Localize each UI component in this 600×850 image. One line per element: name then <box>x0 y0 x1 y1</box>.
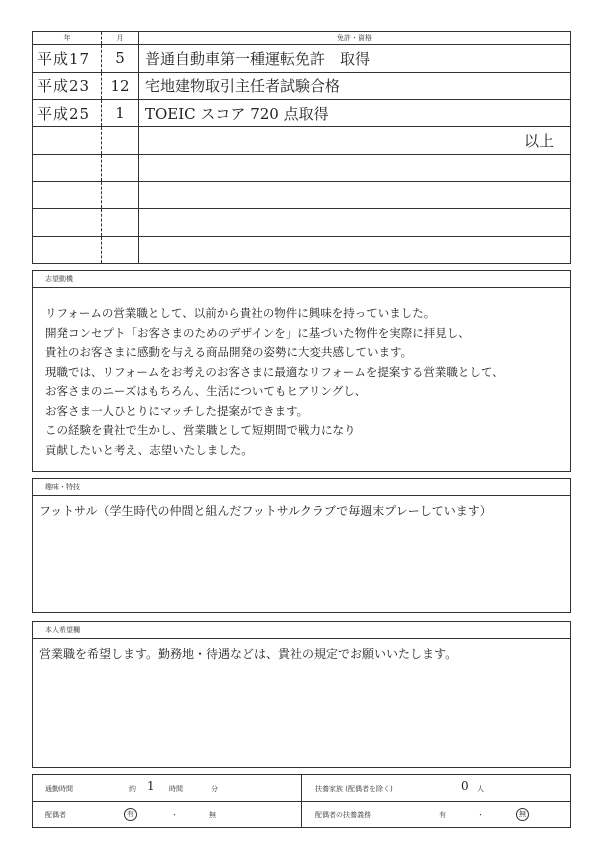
commute-minutes-label: 分 <box>211 785 218 793</box>
support-yes-option[interactable]: 有 <box>439 811 446 819</box>
license-month: 5 <box>102 45 139 72</box>
support-no-option[interactable] <box>516 808 529 821</box>
license-month <box>102 154 139 181</box>
license-row <box>33 72 570 99</box>
license-description <box>139 154 571 181</box>
license-row <box>33 181 570 208</box>
dependents-label: 扶養家族 (配偶者を除く) <box>315 785 393 793</box>
license-year <box>33 181 102 208</box>
license-month: 12 <box>102 72 139 99</box>
motivation-line: 貢献したいと考え、志望いたしました。 <box>45 442 253 457</box>
motivation-text <box>33 288 570 460</box>
license-year <box>33 127 102 154</box>
motivation-line: お客さまのニーズはもちろん、生活についてもヒアリングし、 <box>45 384 367 398</box>
hobby-section <box>32 478 571 613</box>
license-month <box>102 209 139 236</box>
spouse-yes-option[interactable] <box>124 808 137 821</box>
license-row <box>33 45 570 72</box>
support-selected-circle: 無 <box>516 808 529 821</box>
month-header: 月 <box>102 32 139 45</box>
motivation-line: 開発コンセプト「お客さまのためのデザインを」に基づいた物件を実際に拝見し、 <box>45 325 470 340</box>
hobby-label: 趣味・特技 <box>33 479 570 496</box>
commute-hours-value: 1 <box>147 779 155 793</box>
license-description: 宅地建物取引主任者試験合格 <box>139 72 571 99</box>
dependents-value: 0 <box>461 779 469 793</box>
license-description <box>139 209 571 236</box>
license-row <box>33 209 570 236</box>
license-row <box>33 127 570 154</box>
commute-approx: 約 <box>129 785 136 793</box>
license-month: 1 <box>102 99 139 126</box>
license-description <box>139 236 571 263</box>
spouse-separator: ・ <box>171 811 178 819</box>
wishes-label: 本人希望欄 <box>33 622 570 639</box>
support-separator: ・ <box>477 811 484 819</box>
dependents-unit: 人 <box>477 785 484 793</box>
license-year <box>33 154 102 181</box>
license-description: TOEIC スコア 720 点取得 <box>139 99 571 126</box>
hobby-text: フットサル（学生時代の仲間と組んだフットサルクラブで毎週末プレーしています） <box>39 504 492 518</box>
license-year <box>33 209 102 236</box>
license-row <box>33 99 570 126</box>
description-header: 免許・資格 <box>139 32 571 45</box>
license-year: 平成17 <box>33 45 102 72</box>
commute-label: 通勤時間 <box>45 785 73 793</box>
license-table-header <box>33 32 570 45</box>
spouse-selected-circle: 有 <box>124 808 137 821</box>
spouse-label: 配偶者 <box>45 811 66 819</box>
motivation-line: リフォームの営業職として、以前から貴社の物件に興味を持っていました。 <box>45 306 436 320</box>
license-row <box>33 154 570 181</box>
info-table <box>32 774 571 828</box>
license-row <box>33 236 570 263</box>
spouse-support-label: 配偶者の扶養義務 <box>315 811 371 819</box>
wishes-section <box>32 621 571 768</box>
spouse-no-option[interactable]: 無 <box>209 811 216 819</box>
license-month <box>102 127 139 154</box>
license-month <box>102 236 139 263</box>
year-header: 年 <box>33 32 102 45</box>
license-year: 平成23 <box>33 72 102 99</box>
info-divider-horizontal <box>33 801 570 802</box>
license-table <box>32 31 571 264</box>
license-end-mark: 以上 <box>139 127 571 154</box>
commute-hours-label: 時間 <box>169 785 183 793</box>
wishes-text: 営業職を希望します。勤務地・待遇などは、貴社の規定でお願いいたします。 <box>39 647 458 661</box>
license-year <box>33 236 102 263</box>
license-description <box>139 181 571 208</box>
motivation-line: 貴社のお客さまに感動を与える商品開発の姿勢に大変共感しています。 <box>45 345 413 359</box>
license-description: 普通自動車第一種運転免許 取得 <box>139 45 571 72</box>
motivation-line: 現職では、リフォームをお考えのお客さまに最適なリフォームを提案する営業職として、 <box>45 364 504 379</box>
license-year: 平成25 <box>33 99 102 126</box>
motivation-line: この経験を貴社で生かし、営業職として短期間で戦力になり <box>45 423 356 437</box>
motivation-label: 志望動機 <box>33 271 570 288</box>
motivation-section <box>32 270 571 472</box>
motivation-line: お客さま一人ひとりにマッチした提案ができます。 <box>45 403 309 418</box>
license-month <box>102 181 139 208</box>
